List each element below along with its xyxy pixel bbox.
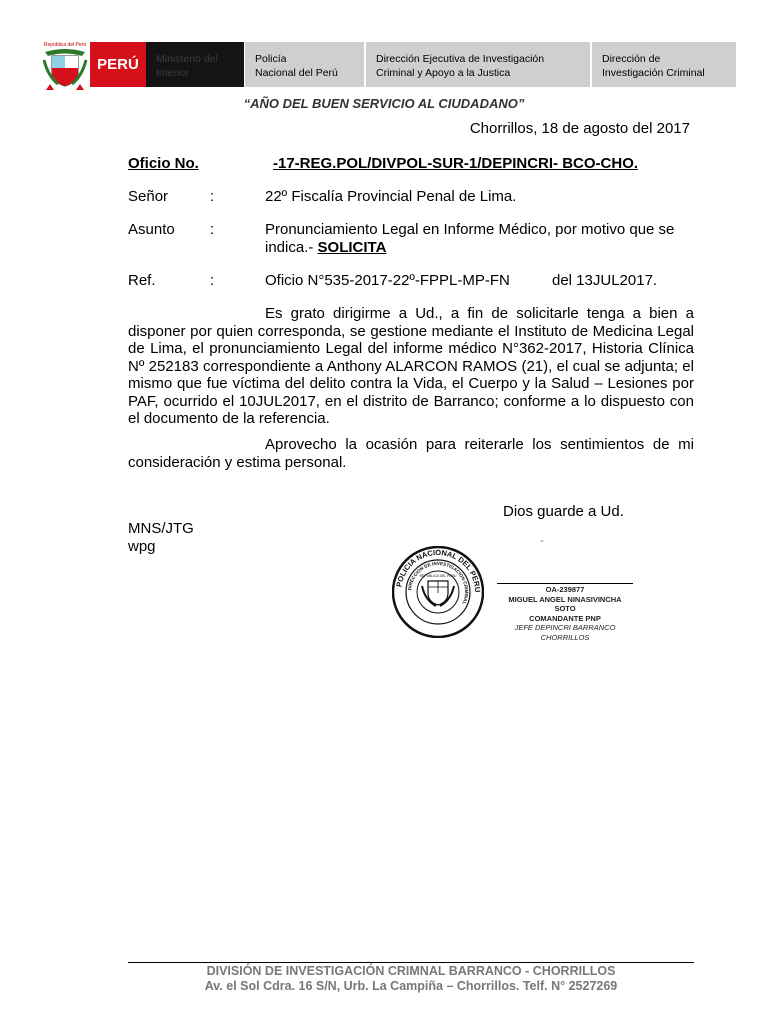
- signature-block: [497, 585, 633, 642]
- ministerio-line1: Ministerio del: [156, 53, 218, 65]
- svg-text:República del Perú: República del Perú: [43, 42, 87, 48]
- signature-line: [497, 583, 633, 584]
- coat-of-arms-icon: [40, 40, 90, 92]
- signature-rank: COMANDANTE PNP: [529, 613, 601, 623]
- asunto-label: Asunto: [128, 221, 175, 238]
- policia-cell: [244, 42, 364, 87]
- initials-line2: wpg: [128, 538, 156, 555]
- dash-mark: -: [540, 535, 544, 547]
- direccion-investigacion-line1: Dirección de: [602, 53, 661, 65]
- peru-label: PERÚ: [90, 42, 146, 87]
- senor-label: Señor: [128, 188, 169, 205]
- direccion-ejecutiva-line1: Dirección Ejecutiva de Investigación: [376, 53, 545, 65]
- oficio-label: Oficio No.: [128, 155, 199, 172]
- ministerio-line2: Interior: [156, 66, 189, 79]
- asunto-value: [265, 221, 695, 256]
- ref-colon: :: [210, 272, 215, 289]
- ref-label: Ref.: [128, 272, 156, 289]
- closing-salutation: Dios guarde a Ud.: [503, 503, 624, 520]
- ref-date: del 13JUL2017.: [552, 272, 658, 289]
- direccion-ejecutiva-line2: Criminal y Apoyo a la Justica: [376, 66, 511, 79]
- policia-line2: Nacional del Perú: [255, 66, 338, 79]
- initials-block: [128, 520, 194, 556]
- oficio-number: -17-REG.POL/DIVPOL-SUR-1/DEPINCRI- BCO-CHO.: [273, 155, 639, 172]
- senor-value: 22º Fiscalía Provincial Penal de Lima.: [265, 188, 517, 205]
- stamp-inner-text: DIRECCION DE INVESTIGACION CRIMINAL: [407, 560, 470, 606]
- policia-line1: Policía: [255, 53, 287, 65]
- official-stamp-icon: [392, 546, 484, 638]
- direccion-investigacion-cell: [590, 42, 736, 87]
- stamp-outer-text: POLICIA NACIONAL DEL PERU: [394, 547, 483, 593]
- signature-code: OA-239877: [545, 585, 585, 594]
- direccion-ejecutiva-cell: [364, 42, 590, 87]
- footer-line2: Av. el Sol Cdra. 16 S/N, Urb. La Campiña – Chorrillos. Telf. N° 2527269: [204, 979, 618, 993]
- body-paragraph-2: Aprovecho la ocasión para reiterarle los sentimientos de mi consideración y estima personal.: [128, 436, 694, 471]
- year-motto: “AÑO DEL BUEN SERVICIO AL CIUDADANO”: [243, 96, 525, 111]
- asunto-colon: :: [210, 221, 215, 238]
- direccion-investigacion-line2: Investigación Criminal: [602, 66, 705, 79]
- ref-value: Oficio N°535-2017-22º-FPPL-MP-FN: [265, 272, 510, 289]
- signature-name: MIGUEL ANGEL NINASIVINCHA SOTO: [508, 594, 622, 613]
- asunto-emphasis: SOLICITA: [317, 238, 387, 256]
- stamp-center-text: REPUBLICA DEL PERU: [419, 574, 457, 578]
- senor-colon: :: [210, 188, 215, 205]
- ministerio-cell: [146, 42, 244, 87]
- asunto-text: Pronunciamiento Legal en Informe Médico, por motivo que se indica.-: [265, 221, 675, 256]
- document-date: Chorrillos, 18 de agosto del 2017: [469, 120, 690, 137]
- footer-divider: [128, 962, 694, 963]
- footer-line1: DIVISIÓN DE INVESTIGACIÓN CRIMNAL BARRANCO - CHORRILLOS: [206, 964, 616, 978]
- body-paragraph-1: Es grato dirigirme a Ud., a fin de solicitarle tenga a bien a disponer por quien corresponda, se gestione mediante el Instituto de Medicina Legal de Lima, el pronunciamiento Legal del informe médico N°362-2017, Historia Clínica Nº 252183 correspondiente a Anthony ALARCON RAMOS (21), el cual se adjunta; el mismo que fue víctima del delito contra la Vida, el Cuerpo y la Salud – Lesiones por PAF, ocurrido el 10JUL2017, en el distrito de Barranco; conforme a lo dispuesto con el documento de la referencia.: [128, 305, 694, 427]
- signature-post: JEFE DEPINCRI BARRANCO CHORRILLOS: [514, 623, 616, 642]
- initials-line1: MNS/JTG: [128, 520, 194, 537]
